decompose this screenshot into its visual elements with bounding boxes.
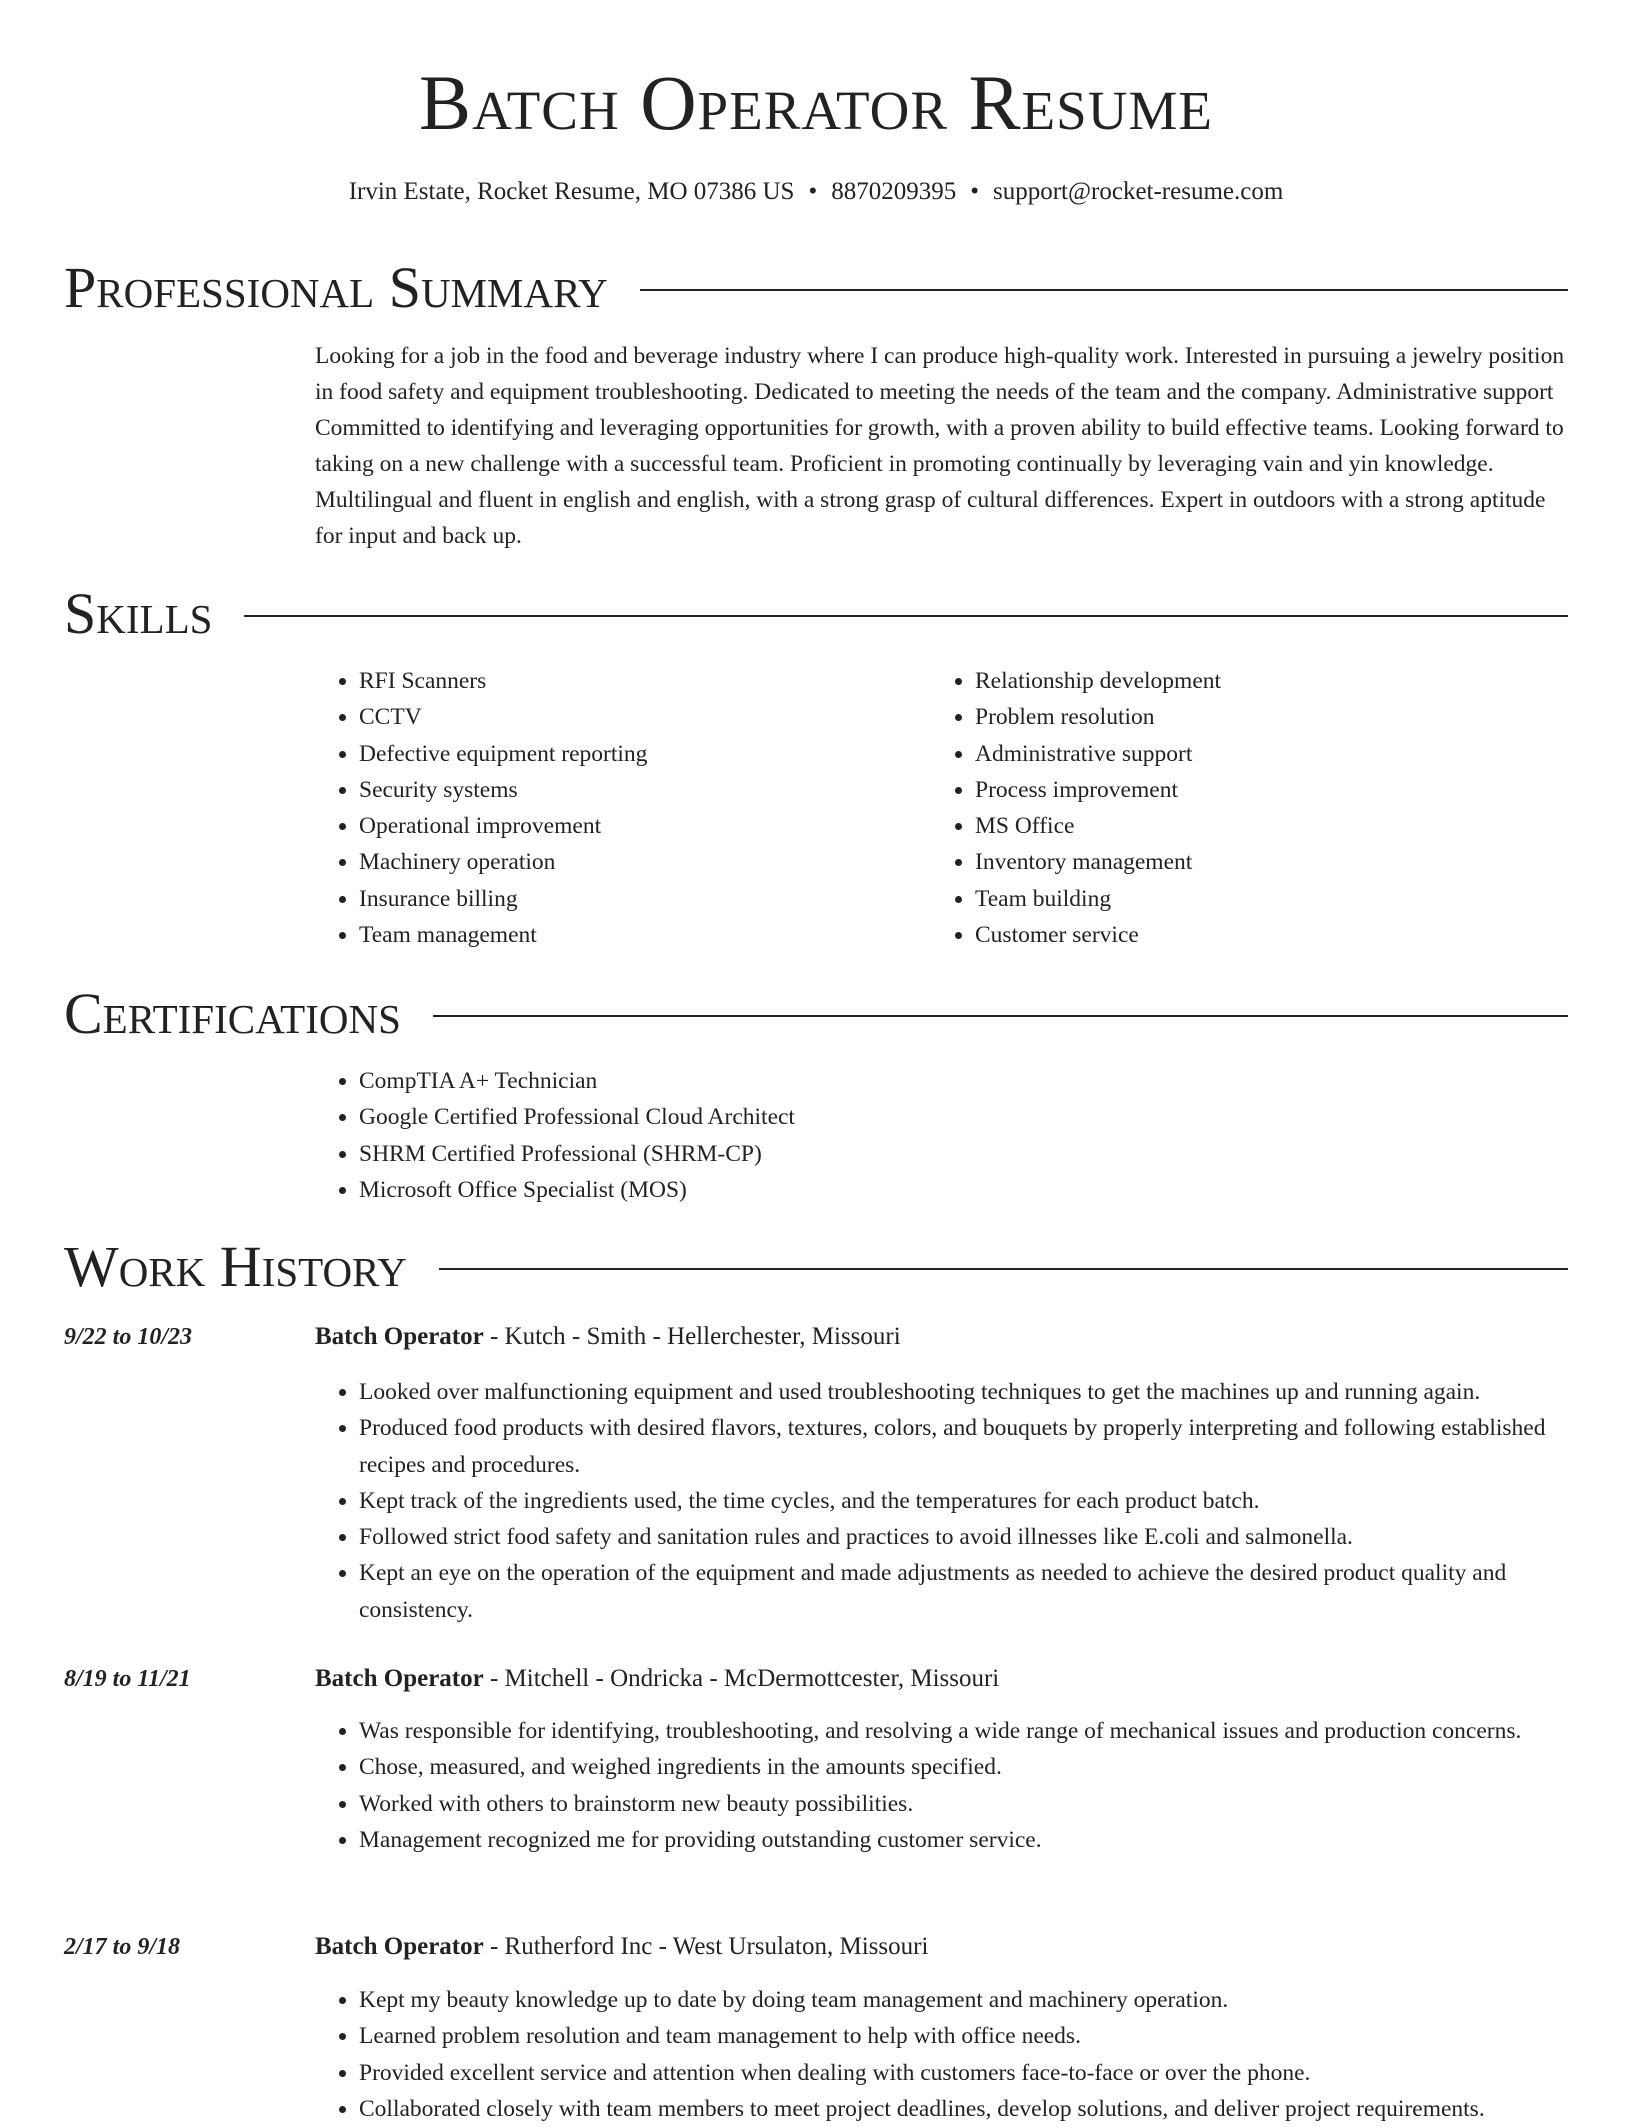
section-header-work-history (64, 1234, 1568, 1300)
section-divider (433, 1015, 1568, 1017)
skill-item: • Team management (359, 917, 915, 953)
section-title-skills: Skills (64, 581, 213, 646)
section-divider (439, 1268, 1568, 1270)
skill-item: • Defective equipment reporting (359, 736, 915, 772)
certification-item: • SHRM Certified Professional (SHRM-CP) (359, 1136, 795, 1172)
responsibility-item: • Learned problem resolution and team management to help with office needs. (359, 2018, 1565, 2054)
skill-item: • Problem resolution (975, 699, 1531, 735)
job-dates: 9/22 to 10/23 (64, 1324, 193, 1350)
section-title-certifications: Certifications (64, 981, 401, 1046)
certification-item: • CompTIA A+ Technician (359, 1063, 795, 1099)
responsibility-item: • Looked over malfunctioning equipment and used troubleshooting techniques to get the machines up and running again. (359, 1374, 1565, 1410)
skill-item: • RFI Scanners (359, 663, 915, 699)
contact-line (0, 174, 1632, 210)
job-heading (315, 1319, 901, 1355)
contact-separator: • (808, 178, 818, 205)
skill-item: • Process improvement (975, 772, 1531, 808)
skill-item: • CCTV (359, 699, 915, 735)
contact-address: Irvin Estate, Rocket Resume, MO 07386 US (348, 178, 795, 205)
responsibility-item: • Collaborated closely with team members to meet project deadlines, develop solutions, and deliver project requirements. (359, 2091, 1565, 2127)
responsibility-item: • Management recognized me for providing outstanding customer service. (359, 1822, 1565, 1858)
skill-item: • Team building (975, 881, 1531, 917)
section-title-work-history: Work History (64, 1234, 407, 1299)
job-dates: 8/19 to 11/21 (64, 1666, 191, 1692)
section-header-summary (64, 255, 1568, 321)
section-header-certifications (64, 981, 1568, 1047)
skill-item: • MS Office (975, 808, 1531, 844)
responsibility-item: • Kept track of the ingredients used, the time cycles, and the temperatures for each product batch. (359, 1483, 1565, 1519)
skill-item: • Administrative support (975, 736, 1531, 772)
responsibility-item: • Produced food products with desired flavors, textures, colors, and bouquets by properly interpreting and following established recipes and procedures. (359, 1410, 1565, 1483)
certification-item: • Microsoft Office Specialist (MOS) (359, 1172, 795, 1208)
contact-phone: 8870209395 (831, 178, 957, 205)
section-divider (640, 289, 1568, 291)
contact-email: support@rocket-resume.com (993, 178, 1284, 205)
job-employer-location: - Kutch - Smith - Hellerchester, Missouri (483, 1323, 901, 1350)
job-title: Batch Operator (315, 1323, 484, 1350)
certification-item: • Google Certified Professional Cloud Architect (359, 1099, 795, 1135)
contact-separator: • (970, 178, 979, 205)
job-heading (315, 1661, 999, 1697)
section-title-summary: Professional Summary (64, 255, 608, 320)
job-title: Batch Operator (315, 1665, 484, 1692)
skill-item: • Inventory management (975, 844, 1531, 880)
skill-item: • Security systems (359, 772, 915, 808)
section-divider (244, 615, 1568, 617)
responsibility-item: • Was responsible for identifying, troubleshooting, and resolving a wide range of mechanical issues and production concerns. (359, 1713, 1565, 1749)
responsibility-item: • Kept my beauty knowledge up to date by doing team management and machinery operation. (359, 1982, 1565, 2018)
skill-item: • Customer service (975, 917, 1531, 953)
job-responsibilities (315, 1713, 1565, 1858)
job-responsibilities (315, 1982, 1565, 2127)
skill-item: • Machinery operation (359, 844, 915, 880)
job-responsibilities (315, 1374, 1565, 1628)
responsibility-item: • Provided excellent service and attention when dealing with customers face-to-face or over the phone. (359, 2055, 1565, 2091)
responsibility-item: • Followed strict food safety and sanitation rules and practices to avoid illnesses like E.coli and salmonella. (359, 1519, 1565, 1555)
job-heading (315, 1929, 928, 1965)
responsibility-item: • Worked with others to brainstorm new beauty possibilities. (359, 1786, 1565, 1822)
responsibility-item: • Chose, measured, and weighed ingredients in the amounts specified. (359, 1749, 1565, 1785)
skill-item: • Relationship development (975, 663, 1531, 699)
summary-text: Looking for a job in the food and beverage industry where I can produce high-quality work. Interested in pursuing a jewelry position in food safety and equipment troubleshooting. Dedicated to meeting the needs of the team and the company. Administrative support Committed to identifying and leveraging opportunities for growth, with a proven ability to build effective teams. Looking forward to taking on a new challenge with a successful team. Proficient in promoting continually by leveraging vain and yin knowledge. Multilingual and fluent in english and english, with a strong grasp of cultural differences. Expert in outdoors with a strong aptitude for input and back up. (315, 343, 1565, 549)
skill-item: • Operational improvement (359, 808, 915, 844)
job-employer-location: - Mitchell - Ondricka - McDermottcester, Missouri (483, 1665, 1000, 1692)
skill-item: • Insurance billing (359, 881, 915, 917)
certifications-list (315, 1063, 795, 1208)
skills-column-left (315, 663, 915, 953)
resume-title: Batch Operator Resume (419, 59, 1213, 146)
section-header-skills (64, 581, 1568, 647)
job-dates: 2/17 to 9/18 (64, 1934, 181, 1960)
responsibility-item: • Kept an eye on the operation of the equipment and made adjustments as needed to achieve the desired product quality and consistency. (359, 1555, 1565, 1628)
job-employer-location: - Rutherford Inc - West Ursulaton, Missouri (483, 1933, 929, 1960)
job-title: Batch Operator (315, 1933, 484, 1960)
skills-column-right (931, 663, 1531, 953)
